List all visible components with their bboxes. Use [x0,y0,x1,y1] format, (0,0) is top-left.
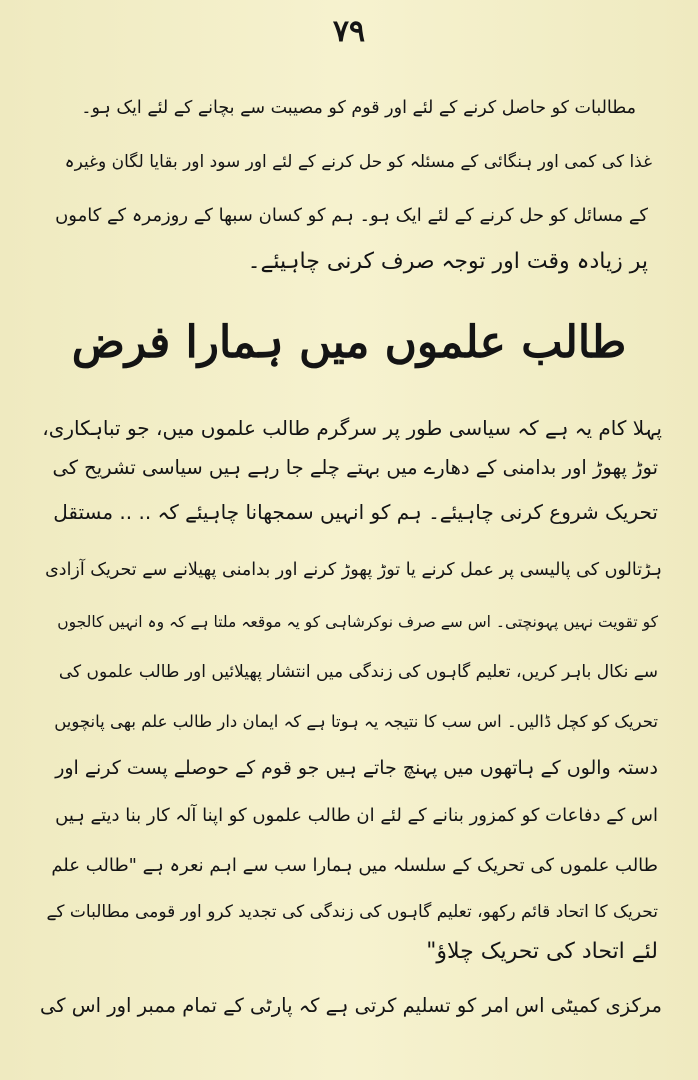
text-line: لئے اتحاد کی تحریک چلاؤ" [426,939,658,964]
text-line: غذا کی کمی اور ہنگائی کے مسئلہ کو حل کرنے کے لئے اور سود اور بقایا لگان وغیرہ [64,152,652,172]
text-line: مطالبات کو حاصل کرنے کے لئے اور قوم کو مصیبت سے بچانے کے لئے ایک ہو۔ [81,98,636,118]
text-line: سے نکال باہر کریں، تعلیم گاہوں کی زندگی میں انتشار پھیلائیں اور طالب علموں کی [58,662,658,682]
text-line: تحریک کو کچل ڈالیں۔ اس سب کا نتیجہ یہ ہوتا ہے کہ ایمان دار طالب علم بھی پانچویں [54,712,658,731]
text-line: طالب علموں کی تحریک کے سلسلہ میں ہمارا سب سے اہم نعرہ ہے "طالب علم [51,855,658,876]
text-line: ہڑتالوں کی پالیسی پر عمل کرنے یا توڑ پھوڑ کرنے اور بدامنی پھیلانے سے تحریک آزادی [45,560,662,580]
text-line: کے مسائل کو حل کرنے کے لئے ایک ہو۔ ہم کو کسان سبھا کے روزمرہ کے کاموں [55,205,648,226]
page-number: ۷۹ [332,14,366,49]
text-line: پر زیادہ وقت اور توجہ صرف کرنی چاہیئے۔ [247,249,648,274]
text-line: مرکزی کمیٹی اس امر کو تسلیم کرتی ہے کہ پارٹی کے تمام ممبر اور اس کی [40,994,662,1017]
section-heading: طالب علموں میں ہمارا فرض [71,317,627,368]
text-line: تحریک کا اتحاد قائم رکھو، تعلیم گاہوں کی زندگی کی تجدید کرو اور قومی مطالبات کے [46,902,658,922]
text-line: کو تقویت نہیں پہونچتی۔ اس سے صرف نوکرشاہی کو یہ موقعہ ملتا ہے کہ وہ انہیں کالجوں [57,613,658,631]
text-line: اس کے دفاعات کو کمزور بنانے کے لئے ان طالب علموں کو اپنا آلہ کار بنا دیتے ہیں [55,805,658,826]
text-line: توڑ پھوڑ اور بدامنی کے دھارے میں بہتے چلے جا رہے ہیں سیاسی تشریح کی [52,456,658,479]
text-line: دستہ والوں کے ہاتھوں میں پہنچ جاتے ہیں جو قوم کے حوصلے پست کرنے اور [55,757,658,779]
text-line: تحریک شروع کرنی چاہیئے۔ ہم کو انہیں سمجھانا چاہیئے کہ .. .. مستقل [53,500,658,524]
text-line: پہلا کام یہ ہے کہ سیاسی طور پر سرگرم طالب علموں میں، جو تباہکاری، [42,416,662,440]
